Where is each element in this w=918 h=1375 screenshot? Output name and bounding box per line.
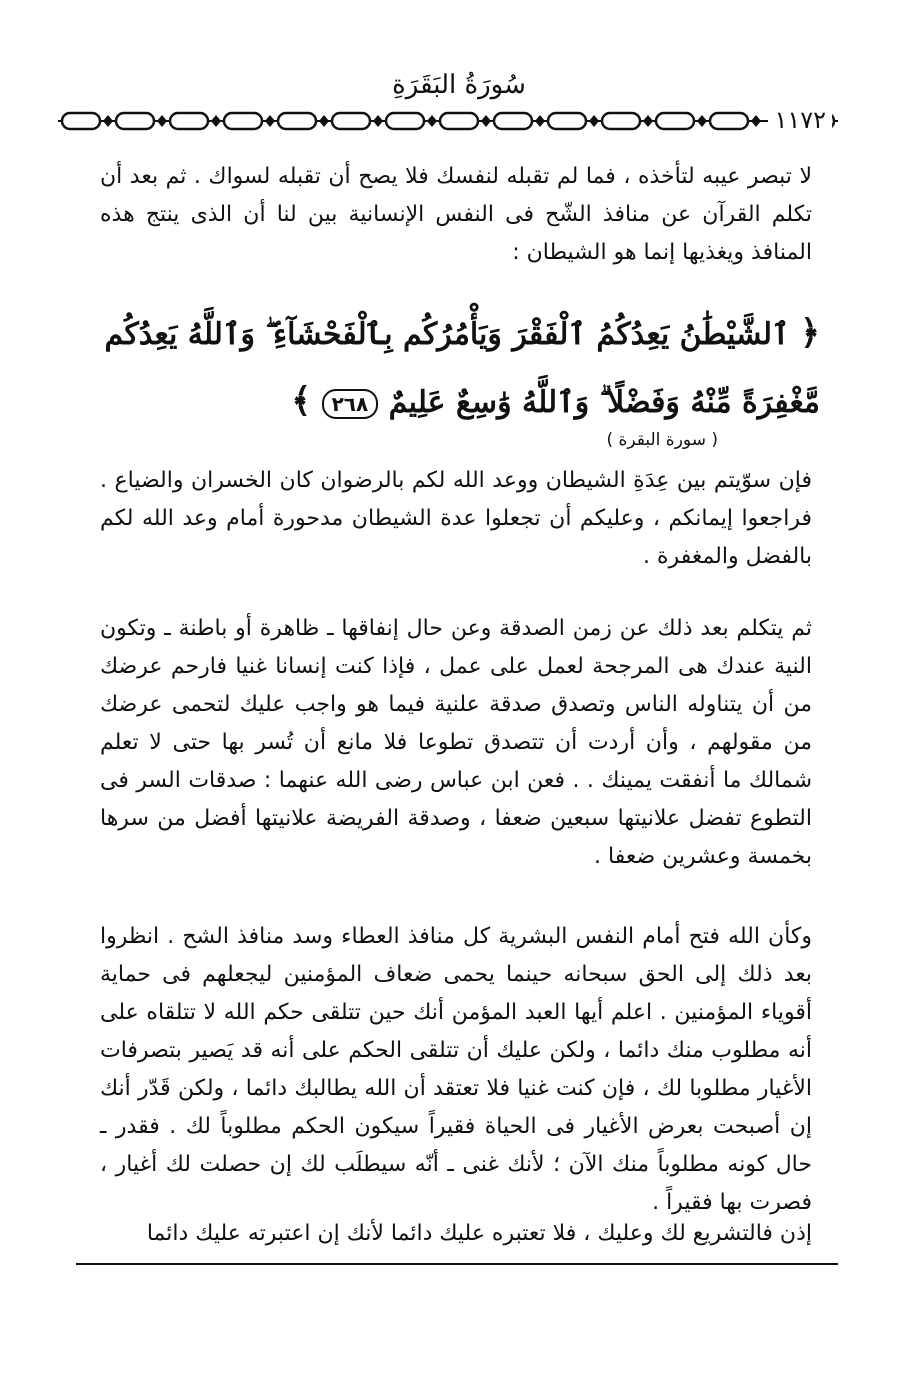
paragraph-5-text: إذن فالتشريع لك وعليك ، فلا تعتبره عليك دائما لأنك إن اعتبرته عليك دائما xyxy=(146,1221,812,1246)
paragraph-5 xyxy=(100,1215,812,1253)
paragraph-4-text: وكأن الله فتح أمام النفس البشرية كل منافذ العطاء وسد منافذ الشح . انظروا بعد ذلك إلى الحق سبحانه حينما يحمى ضعاف المؤمنين ليجعلهم فى حماية أقوياء المؤمنين . اعلم أيها العبد المؤمن أنك حين تتلقى حكم الله لا تتلقاه على أنه مطلوب منك دائما ، ولكن عليك أن تتلقى الحكم على أنه قد يَصير بتصرفات الأغيار مطلوبا لك ، فإن كنت غنيا فلا تعتقد أن الله يطالبك دائما ، ولكن قَدّر أنك إن أصبحت بعرض الأغيار فى الحياة فقيراً سيكون الحكم مطلوباً لك . فقدر ـ حال كونه مطلوباً منك الآن ؛ لأنك غنى ـ أنّه سيطلَب لك إن حصلت لك أغيار ، فصرت بها فقيراً . xyxy=(100,924,812,1215)
paragraph-2-text: فإن سوّيتم بين عِدَةِ الشيطان ووعد الله لكم بالرضوان كان الخسران والضياع . فراجعوا إيمانكم ، وعليكم أن تجعلوا عدة الشيطان مدحورة أمام وعد الله لكم بالفضل والمغفرة . xyxy=(100,468,812,569)
verse-source: ( سورة البقرة ) xyxy=(606,430,718,450)
paragraph-1 xyxy=(100,158,812,272)
quran-verse xyxy=(90,300,820,436)
paragraph-4 xyxy=(100,918,812,1222)
paragraph-2 xyxy=(100,462,812,576)
paragraph-1-text: لا تبصر عيبه لتأخذه ، فما لم تقبله لنفسك فلا يصح أن تقبله لسواك . ثم بعد أن تكلم القرآن عن منافذ الشّح فى النفس الإنسانية بين لنا أن الذى ينتج هذه المنافذ ويغذيها إنما هو الشيطان : xyxy=(100,164,812,265)
verse-close-bracket: ﴾ xyxy=(291,381,312,421)
page-number: ١١٧٢ xyxy=(768,106,832,134)
ornamental-border xyxy=(58,108,838,134)
paragraph-3 xyxy=(100,610,812,876)
ornament-chain-icon xyxy=(58,108,838,134)
bottom-divider xyxy=(76,1263,838,1265)
ayah-number-badge: ٢٦٨ xyxy=(322,389,379,419)
verse-text: ٱلشَّيْطَٰنُ يَعِدُكُمُ ٱلْفَقْرَ وَيَأْمُرُكُم بِٱلْفَحْشَآءِ ۖ وَٱللَّهُ يَعِدُكُم مَّغْفِرَةً مِّنْهُ وَفَضْلًا ۗ وَٱللَّهُ وَٰسِعٌ عَلِيمٌ xyxy=(104,317,820,420)
surah-title: سُورَةُ البَقَرَةِ xyxy=(392,70,526,100)
paragraph-3-text: ثم يتكلم بعد ذلك عن زمن الصدقة وعن حال إنفاقها ـ ظاهرة أو باطنة ـ وتكون النية عندك هى المرجحة لعمل على عمل ، فإذا كنت إنسانا غنيا فارحم عرضك من أن يتناوله الناس وتصدق صدقة علنية فيما هو واجب عليك لتحمى عرضك من مقولهم ، وأن أردت أن تتصدق تطوعا فلا مانع أن تُسر بها حتى لا تعلم شمالك ما أنفقت يمينك . . فعن ابن عباس رضى الله عنهما : صدقات السر فى التطوع تفضل علانيتها سبعين ضعفا ، وصدقة الفريضة علانيتها أفضل من سرها بخمسة وعشرين ضعفا . xyxy=(100,616,812,869)
verse-open-bracket: ﴿ xyxy=(800,313,820,353)
